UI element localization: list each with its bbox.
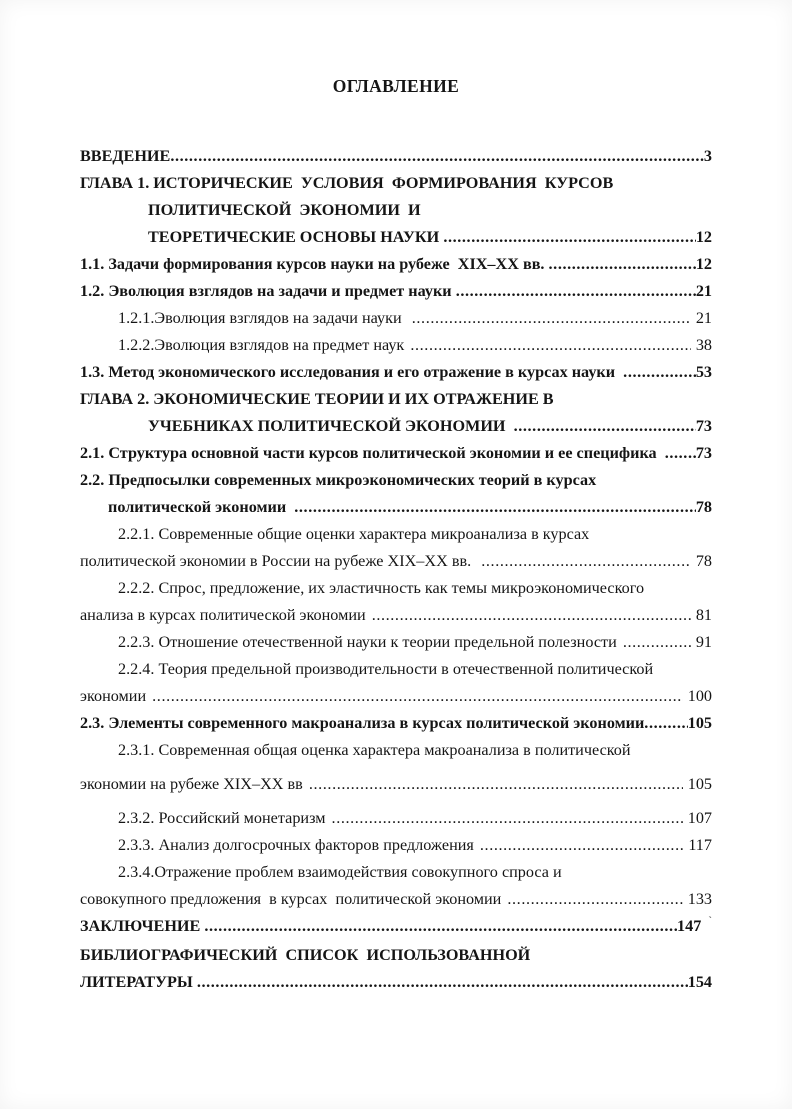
dot-leader	[412, 305, 691, 332]
toc-entry	[80, 278, 712, 305]
toc-entry	[80, 575, 712, 602]
toc-entry-text: 1.2.1.Эволюция взглядов на задачи науки	[118, 309, 410, 327]
toc-entry-page: 81	[695, 606, 712, 624]
dot-leader	[514, 413, 696, 440]
toc-entry-text: 1.3. Метод экономического исследования и его отражение в курсах науки	[80, 363, 624, 381]
toc-entry-page: 73	[695, 444, 712, 462]
dot-leader	[309, 771, 683, 798]
toc-entry-page: 12	[695, 228, 712, 246]
toc-entry-text: 2.3.2. Российский монетаризм	[118, 809, 330, 827]
dot-leader	[623, 359, 696, 386]
toc-entry-page: 73	[695, 417, 712, 435]
dot-leader	[152, 683, 683, 710]
toc-entry-text: ГЛАВА 1. ИСТОРИЧЕСКИЕ УСЛОВИЯ ФОРМИРОВАНИЯ КУРСОВ	[80, 174, 614, 192]
toc-entry	[80, 969, 712, 996]
dot-leader	[644, 710, 687, 737]
toc-entry	[80, 413, 712, 440]
dot-leader	[456, 278, 696, 305]
toc-entry-text: 2.2. Предпосылки современных микроэкономических теорий в курсах	[80, 471, 597, 489]
toc-entry-text: ПОЛИТИЧЕСКОЙ ЭКОНОМИИ И	[148, 201, 421, 219]
toc-entry-page: 154	[687, 973, 712, 991]
dot-leader	[665, 440, 696, 467]
toc-entry-text: УЧЕБНИКАХ ПОЛИТИЧЕСКОЙ ЭКОНОМИИ	[148, 417, 514, 435]
dot-leader	[481, 548, 691, 575]
toc-entry-text: 2.2.1. Современные общие оценки характера микроанализа в курсах	[118, 525, 590, 543]
toc-entry-text: 1.1. Задачи формирования курсов науки на рубеже XIX–XX вв.	[80, 255, 549, 273]
scan-artifact-mark: ˋ	[708, 915, 712, 927]
toc-entry-page: 117	[688, 836, 712, 854]
page-title: ОГЛАВЛЕНИЕ	[332, 76, 460, 96]
toc-entry-text: ВВЕДЕНИЕ	[80, 147, 171, 165]
toc-entry-text: политической экономии в России на рубеже XIX–XX вв.	[80, 552, 480, 570]
toc-entry-page: 133	[687, 890, 712, 908]
dot-leader	[507, 886, 682, 913]
toc-entry-text: 2.3. Элементы современного макроанализа в курсах политической экономии	[80, 714, 645, 732]
dot-leader	[294, 494, 696, 521]
toc-entry-text: ЛИТЕРАТУРЫ	[80, 973, 197, 991]
toc-entry-text: анализа в курсах политической экономии	[80, 606, 370, 624]
toc-entry	[80, 467, 712, 494]
toc-entry-text: 2.3.4.Отражение проблем взаимодействия совокупного спроса и	[118, 863, 562, 881]
dot-leader	[443, 224, 696, 251]
toc-entry-text: экономии	[80, 687, 151, 705]
dot-leader	[623, 629, 691, 656]
toc-entry-text: 1.2. Эволюция взглядов на задачи и предмет науки	[80, 282, 456, 300]
toc-entry	[80, 521, 712, 548]
toc-entry-page: 107	[687, 809, 712, 827]
toc-entry	[80, 886, 712, 913]
toc-entry	[80, 359, 712, 386]
toc-list	[80, 143, 712, 996]
toc-entry-page: 147	[677, 917, 702, 935]
toc-entry-text: ГЛАВА 2. ЭКОНОМИЧЕСКИЕ ТЕОРИИ И ИХ ОТРАЖЕНИЕ В	[80, 390, 554, 408]
toc-entry	[80, 942, 712, 969]
toc-entry	[80, 305, 712, 332]
toc-entry	[80, 197, 712, 224]
toc-entry-text: ЗАКЛЮЧЕНИЕ	[80, 917, 205, 935]
toc-entry	[80, 494, 712, 521]
toc-entry-text: 1.2.2.Эволюция взглядов на предмет наук	[118, 336, 409, 354]
toc-entry-page: 105	[687, 714, 712, 732]
toc-entry	[80, 548, 712, 575]
toc-entry	[80, 913, 712, 940]
dot-leader	[372, 602, 691, 629]
toc-entry-page: 105	[687, 775, 712, 793]
toc-entry	[80, 143, 712, 170]
toc-entry-text: 2.2.3. Отношение отечественной науки к теории предельной полезности	[118, 633, 621, 651]
toc-entry-text: БИБЛИОГРАФИЧЕСКИЙ СПИСОК ИСПОЛЬЗОВАННОЙ	[80, 946, 531, 964]
toc-entry-page: 78	[695, 552, 712, 570]
toc-entry	[80, 224, 712, 251]
dot-leader	[410, 332, 690, 359]
dot-leader	[170, 143, 704, 170]
toc-entry	[80, 170, 712, 197]
dot-leader	[332, 805, 683, 832]
toc-entry	[80, 859, 712, 886]
toc-entry-text: 2.3.1. Современная общая оценка характера макроанализа в политической	[118, 741, 631, 759]
toc-entry-page: 12	[695, 255, 712, 273]
toc-entry-text: ТЕОРЕТИЧЕСКИЕ ОСНОВЫ НАУКИ	[148, 228, 444, 246]
toc-entry	[80, 386, 712, 413]
toc-entry-text: 2.3.3. Анализ долгосрочных факторов предложения	[118, 836, 478, 854]
dot-leader	[204, 913, 677, 940]
dot-leader	[549, 251, 696, 278]
toc-entry-page: 21	[695, 282, 712, 300]
toc-entry-text: 2.1. Структура основной части курсов политической экономии и ее специфика	[80, 444, 665, 462]
toc-entry-page: 91	[695, 633, 712, 651]
toc-entry	[80, 771, 712, 798]
toc-entry	[80, 332, 712, 359]
toc-entry	[80, 805, 712, 832]
toc-entry	[80, 683, 712, 710]
toc-entry-page: 78	[695, 498, 712, 516]
toc-entry-text: политической экономии	[108, 498, 295, 516]
toc-entry	[80, 251, 712, 278]
toc-entry-page: 53	[695, 363, 712, 381]
toc-entry	[80, 832, 712, 859]
toc-entry-page: 100	[687, 687, 712, 705]
toc-entry	[80, 656, 712, 683]
dot-leader	[197, 969, 688, 996]
toc-entry-text: 2.2.2. Спрос, предложение, их эластичность как темы микроэкономического	[118, 579, 645, 597]
toc-entry-text: 2.2.4. Теория предельной производительности в отечественной политической	[118, 660, 654, 678]
toc-entry	[80, 440, 712, 467]
toc-entry-text: экономии на рубеже XIX–XX вв	[80, 775, 307, 793]
toc-entry	[80, 602, 712, 629]
toc-entry	[80, 710, 712, 737]
toc-entry-page: 21	[695, 309, 712, 327]
toc-entry-page: 38	[695, 336, 712, 354]
dot-leader	[480, 832, 683, 859]
toc-entry-text: совокупного предложения в курсах политической экономии	[80, 890, 506, 908]
toc-entry	[80, 629, 712, 656]
toc-entry	[80, 737, 712, 764]
toc-entry-page: 3	[703, 147, 712, 165]
